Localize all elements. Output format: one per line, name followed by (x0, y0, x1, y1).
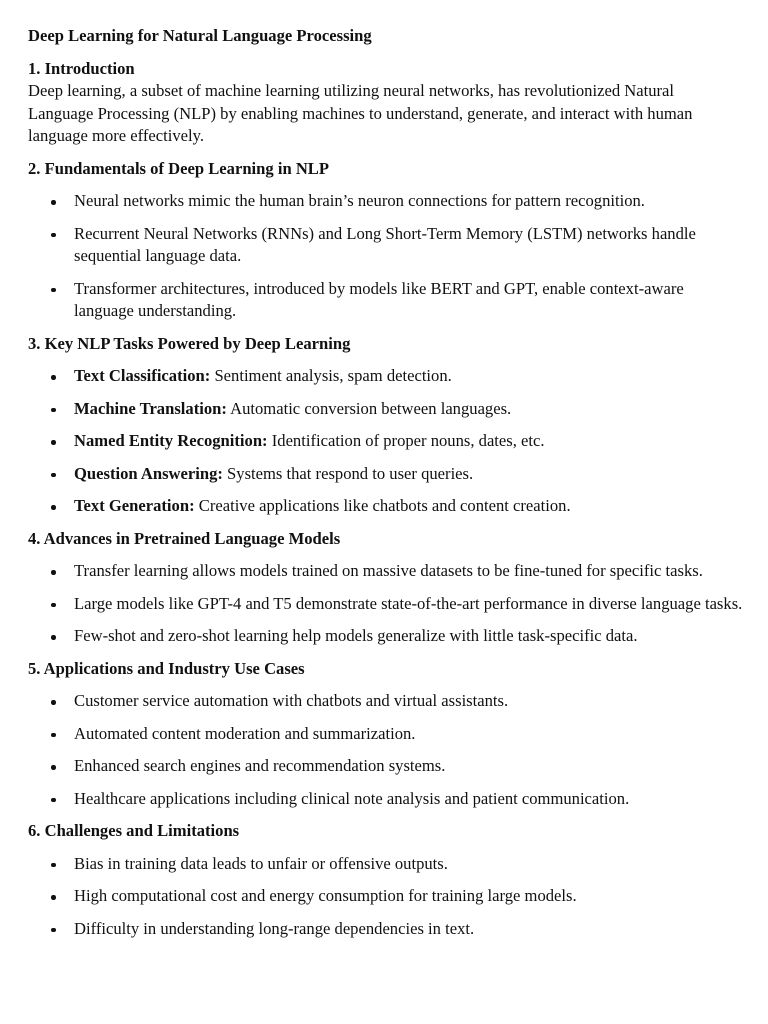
list-item (28, 755, 743, 778)
task-term: Text Classification: (74, 366, 211, 385)
section-challenges (28, 820, 743, 940)
task-description: Identification of proper nouns, dates, etc. (267, 431, 545, 450)
applications-list (28, 690, 743, 810)
list-item (28, 365, 743, 388)
list-item (28, 190, 743, 213)
list-item (28, 560, 743, 583)
section-fundamentals (28, 158, 743, 323)
bullet-icon (51, 798, 56, 803)
list-item (28, 853, 743, 876)
bullet-icon (51, 733, 56, 738)
bullet-icon (51, 863, 56, 868)
list-item-text: High computational cost and energy consumption for training large models. (74, 886, 577, 905)
list-item (28, 690, 743, 713)
bullet-icon (51, 233, 56, 238)
task-description: Automatic conversion between languages. (226, 398, 512, 418)
bullet-icon (51, 635, 56, 640)
list-item-text: Bias in training data leads to unfair or offensive outputs. (74, 853, 448, 873)
list-item (28, 463, 743, 486)
challenges-list (28, 853, 743, 941)
list-item-text: Neural networks mimic the human brain’s neuron connections for pattern recognition. (74, 191, 645, 210)
list-item (28, 223, 743, 268)
list-item-text: Automated content moderation and summarization. (74, 723, 416, 743)
section-heading: 6. Challenges and Limitations (28, 821, 240, 840)
list-item (28, 788, 743, 811)
list-item-text: Difficulty in understanding long-range dependencies in text. (74, 918, 475, 938)
list-item (28, 625, 743, 648)
bullet-icon (51, 288, 56, 293)
task-term: Text Generation: (74, 496, 195, 515)
intro-paragraph: Deep learning, a subset of machine learning utilizing neural networks, has revolutionized Natural Language Processing (NLP) by enabling machines to understand, generate, and interact with human language more effectively. (28, 81, 693, 145)
bullet-icon (51, 928, 56, 933)
list-item (28, 430, 743, 453)
document (28, 25, 743, 950)
list-item-text: Enhanced search engines and recommendation systems. (74, 756, 446, 775)
section-advances (28, 528, 743, 648)
bullet-icon (51, 570, 56, 575)
bullet-icon (51, 765, 56, 770)
document-title: Deep Learning for Natural Language Processing (28, 26, 372, 45)
list-item-text: Healthcare applications including clinical note analysis and patient communication. (74, 788, 630, 808)
section-heading: 1. Introduction (28, 58, 135, 78)
list-item (28, 723, 743, 746)
bullet-icon (51, 700, 56, 705)
list-item-text: Transformer architectures, introduced by models like BERT and GPT, enable context-aware language understanding. (74, 278, 684, 320)
fundamentals-list (28, 190, 743, 323)
bullet-icon (51, 440, 56, 445)
bullet-icon (51, 408, 56, 413)
bullet-icon (51, 473, 56, 478)
task-description: Sentiment analysis, spam detection. (210, 366, 452, 385)
list-item (28, 918, 743, 941)
list-item-text: Few-shot and zero-shot learning help models generalize with little task-specific data. (74, 626, 638, 645)
section-heading: 5. Applications and Industry Use Cases (28, 658, 305, 678)
task-term: Named Entity Recognition: (74, 431, 268, 450)
task-term: Machine Translation: (74, 398, 227, 418)
section-heading: 2. Fundamentals of Deep Learning in NLP (28, 158, 330, 178)
task-description: Creative applications like chatbots and content creation. (194, 496, 571, 515)
list-item-text: Recurrent Neural Networks (RNNs) and Long Short-Term Memory (LSTM) networks handle sequential language data. (74, 223, 696, 265)
section-heading: 4. Advances in Pretrained Language Models (28, 528, 341, 548)
bullet-icon (51, 603, 56, 608)
list-item-text: Customer service automation with chatbots and virtual assistants. (74, 691, 509, 710)
bullet-icon (51, 895, 56, 900)
bullet-icon (51, 200, 56, 205)
bullet-icon (51, 505, 56, 510)
bullet-icon (51, 375, 56, 380)
section-applications (28, 658, 743, 811)
advances-list (28, 560, 743, 648)
list-item (28, 593, 743, 616)
list-item-text: Transfer learning allows models trained on massive datasets to be fine-tuned for specific tasks. (74, 561, 703, 580)
list-item (28, 495, 743, 518)
list-item (28, 278, 743, 323)
section-introduction (28, 58, 743, 148)
section-tasks (28, 333, 743, 518)
tasks-list (28, 365, 743, 518)
list-item (28, 398, 743, 421)
task-description: Systems that respond to user queries. (222, 463, 474, 483)
list-item (28, 885, 743, 908)
list-item-text: Large models like GPT-4 and T5 demonstrate state-of-the-art performance in diverse language tasks. (74, 593, 743, 613)
section-heading: 3. Key NLP Tasks Powered by Deep Learning (28, 333, 351, 353)
task-term: Question Answering: (74, 463, 223, 483)
